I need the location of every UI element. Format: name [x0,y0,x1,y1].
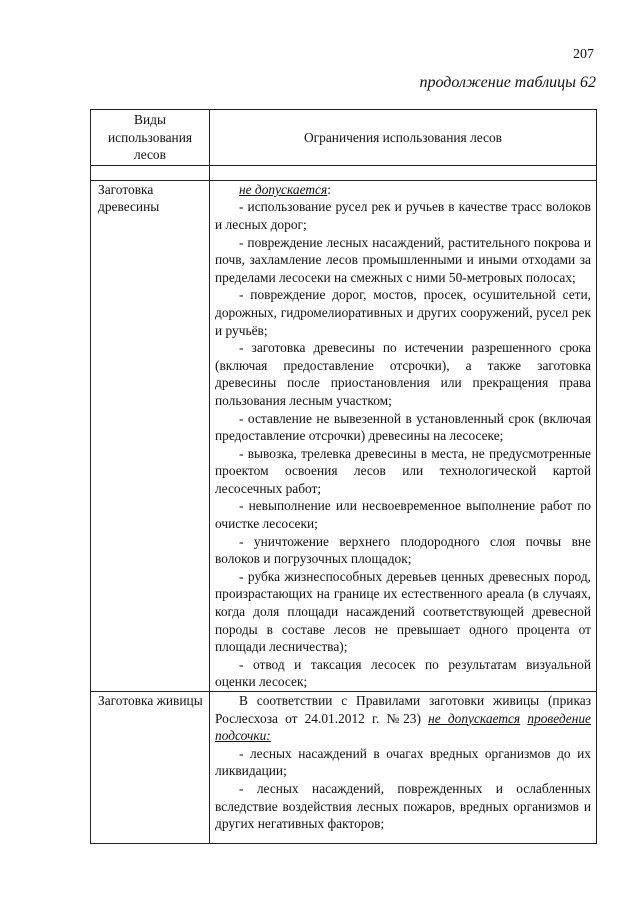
header-forest-use-kinds: Виды использования лесов [91,110,210,166]
page-number: 207 [573,47,594,62]
restriction-item: - отвод и таксация лесосек по результатам визуальной оценки лесосек; [215,656,591,690]
restriction-item: - лесных насаждений в очагах вредных организмов до их ликвидации; [215,745,591,779]
restriction-lead [215,181,591,199]
prohibition-phrase: не допускается [239,181,328,197]
prohibition-phrase: не допускается [428,710,521,726]
table-row [91,692,597,844]
table-continuation-caption: продолжение таблицы 62 [419,74,596,91]
restrictions-cell [210,692,597,844]
restriction-item: - вывозка, трелевка древесины в места, не предусмотренные проектом освоения лесов или технологической картой лесосечных работ; [215,445,591,496]
tapping-phrase: проведение подсочки: [215,710,591,744]
table-header-row [91,110,597,166]
spacer-cell [91,165,210,180]
restriction-item: - уничтожение верхнего плодородного слоя почвы вне волоков и погрузочных площадок; [215,533,591,567]
restriction-item: - повреждение дорог, мостов, просек, осушительной сети, дорожных, гидромелиоративных и других сооружений, русел рек и ручьёв; [215,287,591,338]
table-row [91,180,597,691]
restriction-intro [215,692,591,745]
restrictions-table [90,109,597,844]
cell-bottom-space [215,833,591,843]
lead-suffix: : [327,181,331,197]
header-restrictions: Ограничения использования лесов [210,110,597,166]
spacer-cell [210,165,597,180]
intro-text: В соответствии с Правилами заготовки живицы (приказ Рослесхоза от 24.01.2012 г. №23) [215,693,591,726]
restriction-item: - рубка жизнеспособных деревьев ценных древесных пород, произрастающих на границе их естественного ареала (в случаях, когда доля площади насаждений соответствующей древесной породы в составе лесов не превышает одного процента от площади лесничества); [215,568,591,655]
use-kind-cell: Заготовка живицы [91,692,210,844]
restriction-item: - лесных насаждений, поврежденных и ослабленных вследствие воздействия лесных пожаров, вредных организмов и других негативных факторов; [215,780,591,832]
table-spacer-row [91,165,597,180]
restriction-item: - заготовка древесины по истечении разрешенного срока (включая предоставление отсрочки), а также заготовка древесины после приостановления или прекращения права пользования лесным участком; [215,340,591,408]
restriction-item: - невыполнение или несвоевременное выполнение работ по очистке лесосеки; [215,498,591,532]
restrictions-cell [210,180,597,691]
restriction-item: - оставление не вывезенной в установленный срок (включая предоставление отсрочки) древесины на лесосеке; [215,410,591,444]
use-kind-cell: Заготовка древесины [91,180,210,691]
restriction-item: - использование русел рек и ручьев в качестве трасс волоков и лесных дорог; [215,199,591,232]
restriction-item: - повреждение лесных насаждений, растительного покрова и почв, захламление лесов промышленными и иными отходами за пределами лесосеки на смежных с ними 50-метровых полосах; [215,234,591,285]
